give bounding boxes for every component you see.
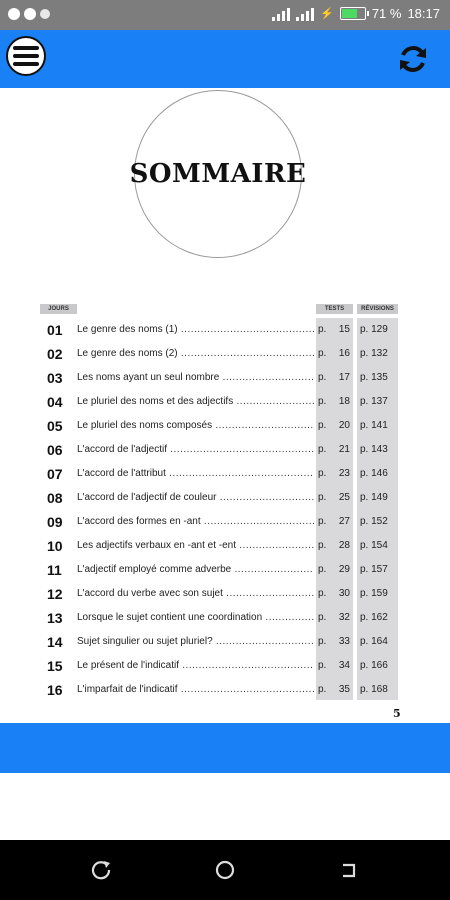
test-page-prefix: p.	[318, 420, 327, 431]
test-page-number: 30	[338, 588, 350, 599]
battery-percent: 71 %	[371, 6, 402, 21]
clock: 18:17	[407, 6, 440, 21]
revision-page: p. 154	[360, 540, 388, 551]
recents-icon[interactable]	[90, 859, 112, 881]
test-page-prefix: p.	[318, 564, 327, 575]
entry-number: 05	[47, 418, 63, 434]
entry-label: Le genre des noms (1) .....	[77, 324, 314, 335]
entry-label: Le pluriel des noms et des adjectifs .....	[77, 396, 314, 407]
notification-dot-icon	[24, 8, 36, 20]
test-page-number: 29	[338, 564, 350, 575]
test-page-number: 20	[338, 420, 350, 431]
battery-icon	[340, 7, 366, 20]
page-title: SOMMAIRE	[129, 159, 307, 189]
list-item[interactable]	[0, 582, 450, 606]
test-page-number: 35	[338, 684, 350, 695]
home-icon[interactable]	[214, 859, 236, 881]
entry-label: Sujet singulier ou sujet pluriel? .....	[77, 636, 314, 647]
test-page-number: 27	[338, 516, 350, 527]
entry-label: Le présent de l'indicatif .....	[77, 660, 314, 671]
revision-page: p. 166	[360, 660, 388, 671]
entry-label: L'accord des formes en -ant .....	[77, 516, 314, 527]
test-page-prefix: p.	[318, 612, 327, 623]
entry-number: 04	[47, 394, 63, 410]
entry-label: L'imparfait de l'indicatif .....	[77, 684, 314, 695]
test-page-number: 17	[338, 372, 350, 383]
notification-dot-icon	[8, 8, 20, 20]
entry-label: Le pluriel des noms composés .....	[77, 420, 314, 431]
revision-page: p. 143	[360, 444, 388, 455]
revision-page: p. 152	[360, 516, 388, 527]
revision-page: p. 162	[360, 612, 388, 623]
entry-number: 09	[47, 514, 63, 530]
entry-number: 13	[47, 610, 63, 626]
test-page-prefix: p.	[318, 372, 327, 383]
list-item[interactable]	[0, 438, 450, 462]
entry-label: Lorsque le sujet contient une coordination .....	[77, 612, 314, 623]
revision-page: p. 141	[360, 420, 388, 431]
list-item[interactable]	[0, 342, 450, 366]
revision-page: p. 129	[360, 324, 388, 335]
test-page-number: 33	[338, 636, 350, 647]
header-revisions: RÉVISIONS	[357, 304, 398, 314]
entry-number: 16	[47, 682, 63, 698]
entry-label: L'adjectif employé comme adverbe .....	[77, 564, 314, 575]
entry-label: Les adjectifs verbaux en -ant et -ent .....	[77, 540, 314, 551]
test-page-number: 15	[338, 324, 350, 335]
entry-label: Les noms ayant un seul nombre .....	[77, 372, 314, 383]
revision-page: p. 159	[360, 588, 388, 599]
entry-label: L'accord de l'attribut .....	[77, 468, 314, 479]
table-header	[0, 304, 450, 316]
test-page-number: 25	[338, 492, 350, 503]
revision-page: p. 149	[360, 492, 388, 503]
list-item[interactable]	[0, 462, 450, 486]
revision-page: p. 135	[360, 372, 388, 383]
list-item[interactable]	[0, 558, 450, 582]
test-page-prefix: p.	[318, 588, 327, 599]
entry-label: L'accord du verbe avec son sujet .....	[77, 588, 314, 599]
list-item[interactable]	[0, 606, 450, 630]
revision-page: p. 132	[360, 348, 388, 359]
test-page-prefix: p.	[318, 348, 327, 359]
signal-icon	[296, 7, 314, 21]
entry-number: 10	[47, 538, 63, 554]
entry-number: 14	[47, 634, 63, 650]
test-page-prefix: p.	[318, 636, 327, 647]
test-page-prefix: p.	[318, 540, 327, 551]
test-page-number: 34	[338, 660, 350, 671]
test-page-prefix: p.	[318, 660, 327, 671]
refresh-icon[interactable]	[396, 42, 430, 76]
test-page-number: 18	[338, 396, 350, 407]
app-toolbar	[0, 30, 450, 88]
signal-icon	[272, 7, 290, 21]
list-item[interactable]	[0, 630, 450, 654]
list-item[interactable]	[0, 534, 450, 558]
list-item[interactable]	[0, 366, 450, 390]
test-page-prefix: p.	[318, 396, 327, 407]
test-page-prefix: p.	[318, 444, 327, 455]
entry-number: 03	[47, 370, 63, 386]
revision-page: p. 157	[360, 564, 388, 575]
entry-number: 11	[47, 562, 62, 578]
status-bar	[0, 0, 450, 30]
title-circle	[129, 90, 307, 258]
revision-page: p. 146	[360, 468, 388, 479]
test-page-number: 21	[338, 444, 350, 455]
charging-icon: ⚡	[320, 8, 334, 20]
header-days: JOURS	[40, 304, 77, 314]
entry-number: 12	[47, 586, 63, 602]
entry-number: 01	[47, 322, 63, 338]
notification-dot-icon	[40, 9, 50, 19]
test-page-prefix: p.	[318, 684, 327, 695]
revision-page: p. 168	[360, 684, 388, 695]
page-number: 5	[393, 707, 401, 720]
test-page-prefix: p.	[318, 468, 327, 479]
list-item[interactable]	[0, 318, 450, 342]
entry-number: 06	[47, 442, 63, 458]
list-item[interactable]	[0, 414, 450, 438]
entry-label: Le genre des noms (2) .....	[77, 348, 314, 359]
list-item[interactable]	[0, 678, 450, 702]
entry-number: 08	[47, 490, 63, 506]
test-page-prefix: p.	[318, 492, 327, 503]
entry-label: L'accord de l'adjectif de couleur .....	[77, 492, 314, 503]
test-page-number: 16	[338, 348, 350, 359]
document-page[interactable]	[0, 88, 450, 723]
list-item[interactable]	[0, 510, 450, 534]
revision-page: p. 164	[360, 636, 388, 647]
notification-icons	[8, 8, 50, 20]
entry-number: 15	[47, 658, 63, 674]
test-page-number: 28	[338, 540, 350, 551]
bottom-bar	[0, 723, 450, 773]
navigation-bar	[0, 840, 450, 900]
test-page-prefix: p.	[318, 324, 327, 335]
entry-label: L'accord de l'adjectif .....	[77, 444, 314, 455]
entry-number: 02	[47, 346, 63, 362]
header-tests: TESTS	[316, 304, 353, 314]
revision-page: p. 137	[360, 396, 388, 407]
test-page-number: 32	[338, 612, 350, 623]
list-item[interactable]	[0, 486, 450, 510]
list-item[interactable]	[0, 390, 450, 414]
test-page-number: 23	[338, 468, 350, 479]
hamburger-menu-icon[interactable]	[6, 36, 46, 76]
list-item[interactable]	[0, 654, 450, 678]
test-page-prefix: p.	[318, 516, 327, 527]
back-icon[interactable]	[338, 859, 360, 881]
entry-number: 07	[47, 466, 63, 482]
